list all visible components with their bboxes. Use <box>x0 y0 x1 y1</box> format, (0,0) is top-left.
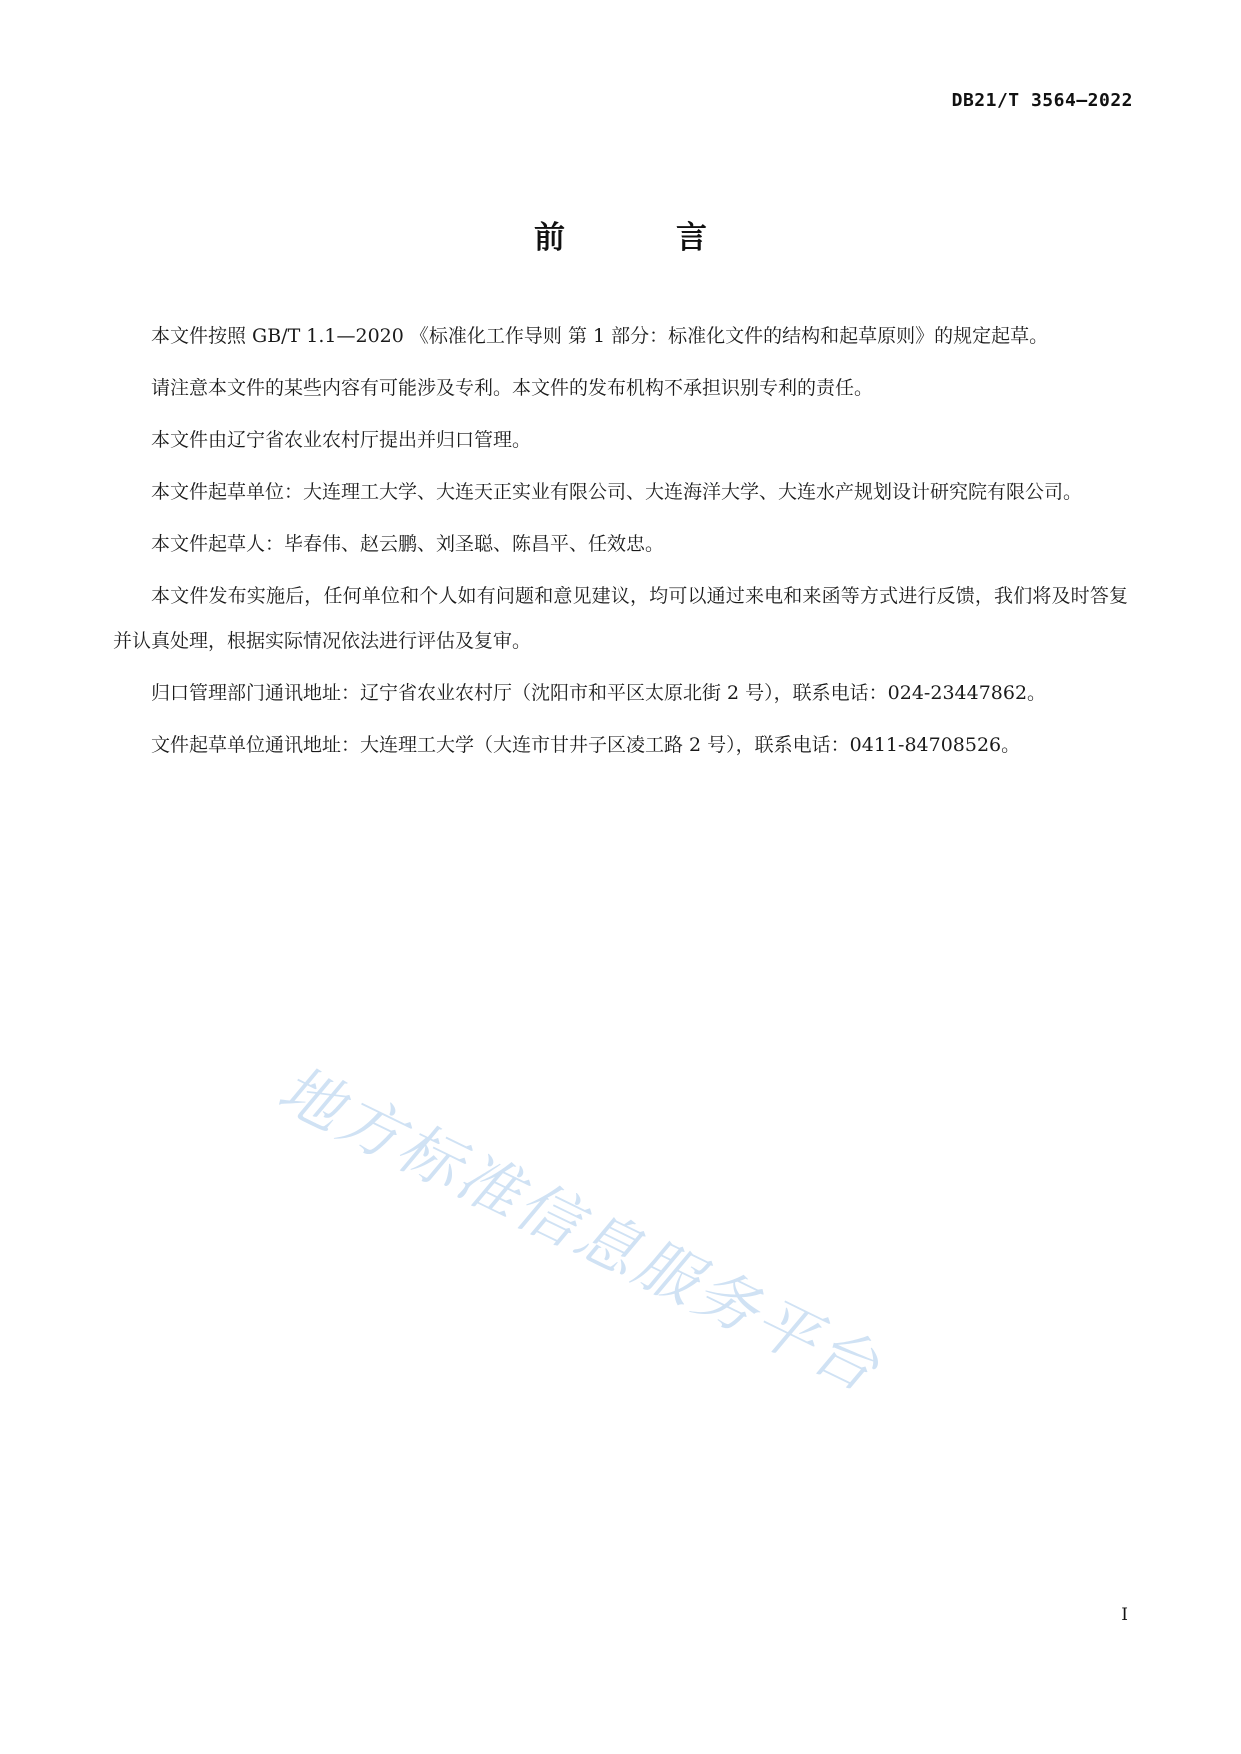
paragraph-drafters: 本文件起草人：毕春伟、赵云鹏、刘圣聪、陈昌平、任效忠。 <box>151 533 665 555</box>
document-body <box>113 314 1128 775</box>
paragraph-authority-address: 归口管理部门通讯地址：辽宁省农业农村厅（沈阳市和平区太原北街 2 号），联系电话：024-23447862。 <box>151 682 1047 704</box>
page-number: I <box>1121 1605 1128 1625</box>
paragraph-drafter-address: 文件起草单位通讯地址：大连理工大学（大连市甘井子区凌工路 2 号），联系电话：0411-84708526。 <box>151 734 1021 756</box>
page-title: 前 言 <box>534 220 747 256</box>
document-code: DB21/T 3564—2022 <box>951 90 1133 111</box>
paragraph-drafting-rules: 本文件按照 GB/T 1.1—2020 《标准化工作导则 第 1 部分：标准化文件的结构和起草原则》的规定起草。 <box>151 325 1049 347</box>
watermark: 地方标准信息服务平台 <box>267 1051 893 1407</box>
paragraph-patent-notice: 请注意本文件的某些内容有可能涉及专利。本文件的发布机构不承担识别专利的责任。 <box>151 377 874 399</box>
paragraph-feedback: 本文件发布实施后，任何单位和个人如有问题和意见建议，均可以通过来电和来函等方式进行反馈，我们将及时答复并认真处理，根据实际情况依法进行评估及复审。 <box>113 585 1128 652</box>
paragraph-drafting-units: 本文件起草单位：大连理工大学、大连天正实业有限公司、大连海洋大学、大连水产规划设计研究院有限公司。 <box>151 481 1083 503</box>
paragraph-proposer: 本文件由辽宁省农业农村厅提出并归口管理。 <box>151 429 532 451</box>
